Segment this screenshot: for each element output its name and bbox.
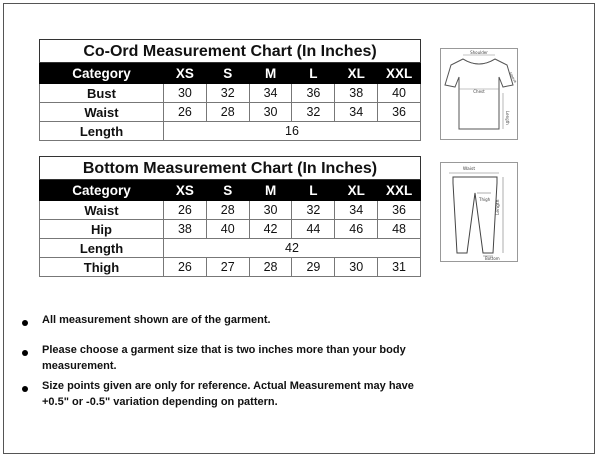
bottom-measurement-table <box>39 156 421 277</box>
cell: 32 <box>292 103 335 122</box>
table-row <box>40 239 421 258</box>
notes-list <box>22 312 442 416</box>
table-row <box>40 84 421 103</box>
table-row <box>40 258 421 277</box>
cell: 34 <box>335 201 378 220</box>
row-label: Bust <box>40 84 164 103</box>
table-row <box>40 103 421 122</box>
top-garment-diagram <box>440 48 518 140</box>
cell: 48 <box>378 220 421 239</box>
coord-header-row <box>40 63 421 84</box>
header-cell: S <box>206 63 249 84</box>
header-cell: XL <box>335 63 378 84</box>
table-row <box>40 201 421 220</box>
cell: 46 <box>335 220 378 239</box>
cell: 42 <box>164 239 421 258</box>
header-cell: L <box>292 63 335 84</box>
sleeve-label: Sleeve <box>508 71 517 84</box>
cell: 32 <box>206 84 249 103</box>
bullet-icon <box>22 350 28 356</box>
cell: 40 <box>206 220 249 239</box>
cell: 36 <box>378 103 421 122</box>
cell: 38 <box>335 84 378 103</box>
header-cell: XS <box>164 180 207 201</box>
header-cell: Category <box>40 63 164 84</box>
table-row <box>40 220 421 239</box>
chest-label: Chest <box>473 89 485 94</box>
row-label: Length <box>40 122 164 141</box>
table-row <box>40 122 421 141</box>
cell: 27 <box>206 258 249 277</box>
bottom-header-row <box>40 180 421 201</box>
cell: 30 <box>249 201 292 220</box>
bullet-icon <box>22 320 28 326</box>
bottom-chart-title: Bottom Measurement Chart (In Inches) <box>40 157 421 180</box>
cell: 16 <box>164 122 421 141</box>
pant-diagram <box>440 162 518 262</box>
length-label: Length <box>496 199 501 215</box>
coord-measurement-table <box>39 39 421 141</box>
cell: 29 <box>292 258 335 277</box>
header-cell: XL <box>335 180 378 201</box>
shoulder-label: Shoulder <box>470 50 488 55</box>
header-cell: XXL <box>378 180 421 201</box>
cell: 28 <box>206 201 249 220</box>
row-label: Hip <box>40 220 164 239</box>
cell: 30 <box>335 258 378 277</box>
row-label: Waist <box>40 201 164 220</box>
header-cell: XXL <box>378 63 421 84</box>
row-label: Thigh <box>40 258 164 277</box>
cell: 28 <box>249 258 292 277</box>
bullet-icon <box>22 386 28 392</box>
header-cell: XS <box>164 63 207 84</box>
note-text: Size points given are only for reference. Actual Measurement may have +0.5" or -0.5" variation depending on pattern. <box>42 380 414 408</box>
cell: 26 <box>164 201 207 220</box>
cell: 34 <box>335 103 378 122</box>
cell: 40 <box>378 84 421 103</box>
header-cell: L <box>292 180 335 201</box>
cell: 36 <box>292 84 335 103</box>
cell: 36 <box>378 201 421 220</box>
row-label: Waist <box>40 103 164 122</box>
note-item <box>22 342 442 374</box>
cell: 26 <box>164 258 207 277</box>
cell: 44 <box>292 220 335 239</box>
cell: 38 <box>164 220 207 239</box>
cell: 31 <box>378 258 421 277</box>
length-label: Length <box>505 111 510 125</box>
cell: 34 <box>249 84 292 103</box>
thigh-label: Thigh <box>479 197 491 202</box>
cell: 42 <box>249 220 292 239</box>
cell: 32 <box>292 201 335 220</box>
header-cell: M <box>249 63 292 84</box>
note-item <box>22 312 442 328</box>
cell: 30 <box>164 84 207 103</box>
header-cell: S <box>206 180 249 201</box>
row-label: Length <box>40 239 164 258</box>
header-cell: M <box>249 180 292 201</box>
waist-label: Waist <box>462 167 476 172</box>
bottom-label: Bottom <box>485 256 500 261</box>
note-text: All measurement shown are of the garment. <box>42 314 271 326</box>
header-cell: Category <box>40 180 164 201</box>
note-text: Please choose a garment size that is two inches more than your body measurement. <box>42 344 406 372</box>
cell: 26 <box>164 103 207 122</box>
cell: 28 <box>206 103 249 122</box>
note-item <box>22 378 442 410</box>
coord-chart-title: Co-Ord Measurement Chart (In Inches) <box>40 40 421 63</box>
cell: 30 <box>249 103 292 122</box>
